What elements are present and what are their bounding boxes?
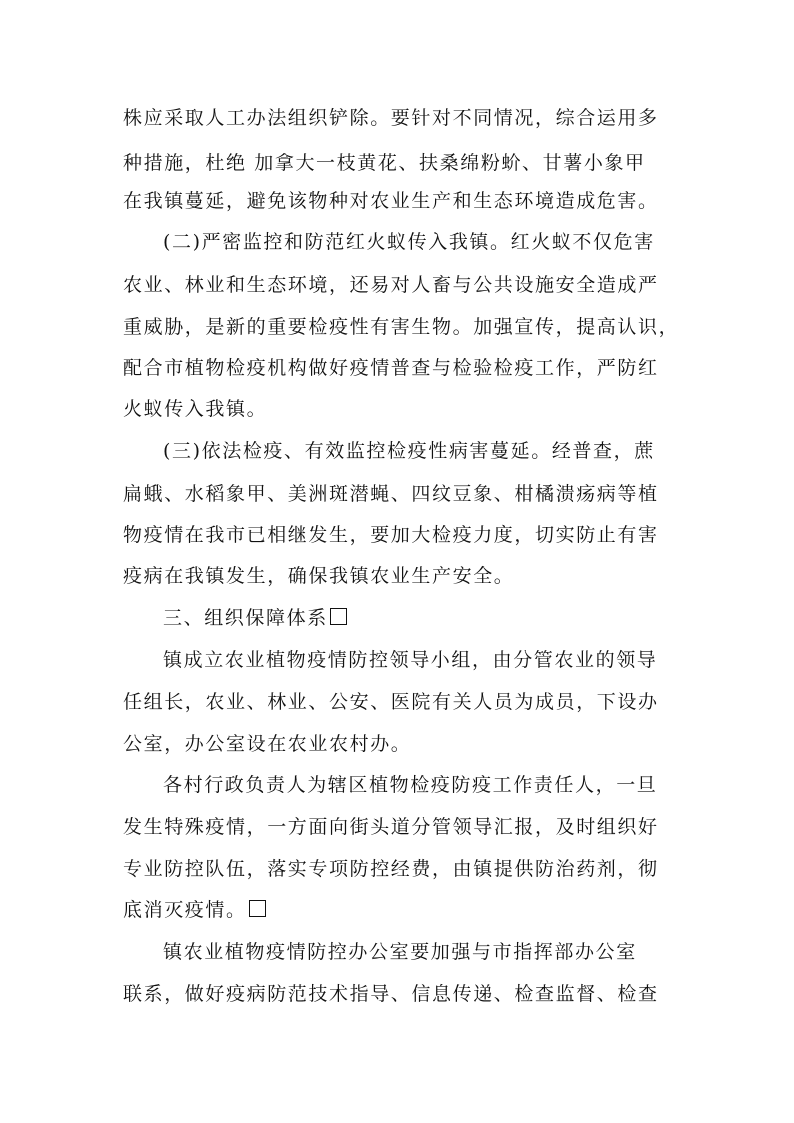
text-line: 火蚁传入我镇。 xyxy=(123,398,268,420)
text-line: 联系，做好疫病防范技术指导、信息传递、检查监督、检查 xyxy=(123,983,659,1005)
placeholder-box-icon xyxy=(330,608,347,625)
text-line: 发生特殊疫情，一方面向街头道分管领导汇报，及时组织好 xyxy=(123,816,659,838)
text-line: 任组长，农业、林业、公安、医院有关人员为成员，下设办 xyxy=(123,691,659,713)
text-line: 公室，办公室设在农业农村办。 xyxy=(123,733,412,755)
section-heading-text: 三、组织保障体系 xyxy=(163,607,328,629)
text-line: 各村行政负责人为辖区植物检疫防疫工作责任人，一旦 xyxy=(163,774,658,796)
text-line: (二)严密监控和防范红火蚁传入我镇。红火蚁不仅危害 xyxy=(163,231,655,253)
text-line: 疫病在我镇发生，确保我镇农业生产安全。 xyxy=(123,565,515,587)
text-line xyxy=(123,895,683,925)
text-line: (三)依法检疫、有效监控检疫性病害蔓延。经普查，蔗 xyxy=(163,440,655,462)
section-heading xyxy=(163,603,723,633)
text-line: 株应采取人工办法组织铲除。要针对不同情况，综合运用多 xyxy=(123,107,659,129)
text-line: 配合市植物检疫机构做好疫情普查与检验检疫工作，严防红 xyxy=(123,357,659,379)
text-line: 扁蛾、水稻象甲、美洲斑潜蝇、四纹豆象、柑橘溃疡病等植 xyxy=(123,483,659,505)
text-line: 在我镇蔓延，避免该物种对农业生产和生态环境造成危害。 xyxy=(123,190,659,212)
text-line: 物疫情在我市已相继发生，要加大检疫力度，切实防止有害 xyxy=(123,524,659,546)
text-line-content: 底消灭疫情。 xyxy=(123,899,247,921)
text-line: 专业防控队伍，落实专项防控经费，由镇提供防治药剂，彻 xyxy=(123,858,659,880)
text-line: 种措施，杜绝 加拿大一枝黄花、扶桑绵粉蚧、甘薯小象甲 xyxy=(123,152,646,174)
text-line: 重威胁，是新的重要检疫性有害生物。加强宣传，提高认识， xyxy=(123,316,680,338)
text-line: 镇农业植物疫情防控办公室要加强与市指挥部办公室 xyxy=(163,941,637,963)
text-line: 镇成立农业植物疫情防控领导小组，由分管农业的领导 xyxy=(163,649,658,671)
text-line: 农业、林业和生态环境，还易对人畜与公共设施安全造成严 xyxy=(123,274,659,296)
placeholder-box-icon xyxy=(249,900,266,917)
